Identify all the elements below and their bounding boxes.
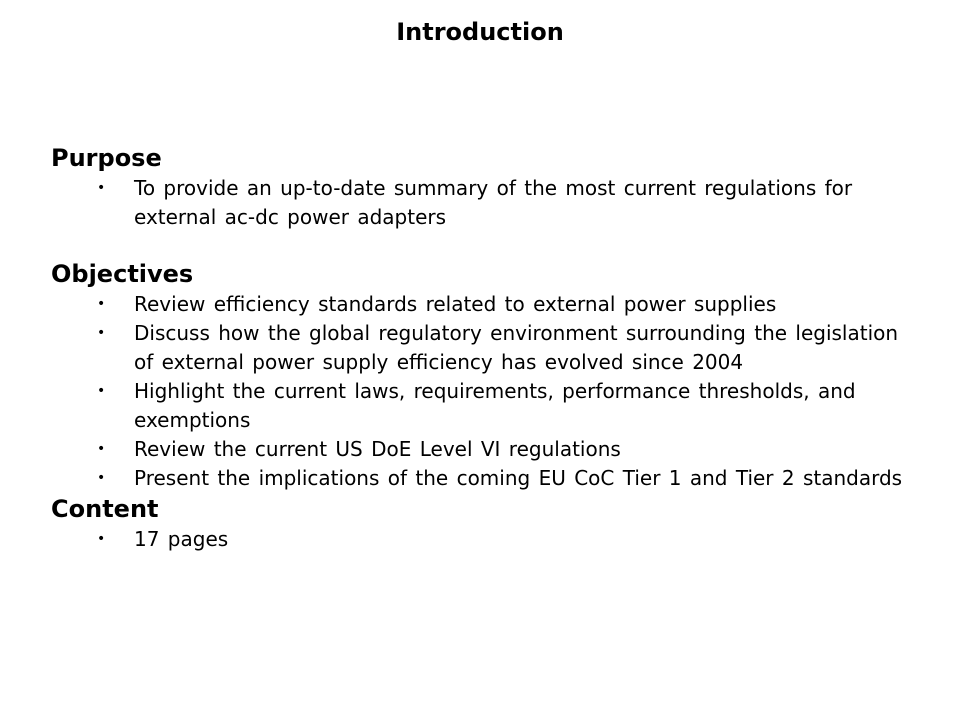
- bullet-item: [51, 525, 921, 554]
- bullet-item: [51, 435, 921, 464]
- objectives-bullet-list: [51, 290, 921, 493]
- purpose-bullet-list: [51, 174, 921, 232]
- section-heading-content: Content: [51, 495, 159, 523]
- section-spacer: [51, 232, 921, 258]
- slide-body: [51, 142, 921, 554]
- bullet-item: [51, 290, 921, 319]
- bullet-item: [51, 319, 921, 377]
- bullet-item: [51, 174, 921, 232]
- bullet-text: Review the current US DoE Level VI regulations: [134, 437, 621, 461]
- bullet-icon: •: [97, 531, 106, 547]
- bullet-item: [51, 464, 921, 493]
- bullet-icon: •: [97, 441, 106, 457]
- bullet-text: 17 pages: [134, 527, 229, 551]
- bullet-text: Highlight the current laws, requirements, performance thresholds, and exemptions: [134, 379, 856, 432]
- bullet-text: Review efficiency standards related to external power supplies: [134, 292, 777, 316]
- bullet-text: Present the implications of the coming EU CoC Tier 1 and Tier 2 standards: [134, 466, 903, 490]
- bullet-icon: •: [97, 325, 106, 341]
- bullet-icon: •: [97, 180, 106, 196]
- section-heading-objectives: Objectives: [51, 260, 194, 288]
- slide-title: Introduction: [396, 18, 564, 46]
- bullet-icon: •: [97, 296, 106, 312]
- bullet-text: Discuss how the global regulatory environment surrounding the legislation of external power supply efficiency has evolved since 2004: [134, 321, 899, 374]
- section-heading-purpose: Purpose: [51, 144, 162, 172]
- bullet-text: To provide an up-to-date summary of the most current regulations for external ac-dc power adapters: [134, 176, 853, 229]
- bullet-icon: •: [97, 470, 106, 486]
- content-bullet-list: [51, 525, 921, 554]
- bullet-item: [51, 377, 921, 435]
- bullet-icon: •: [97, 383, 106, 399]
